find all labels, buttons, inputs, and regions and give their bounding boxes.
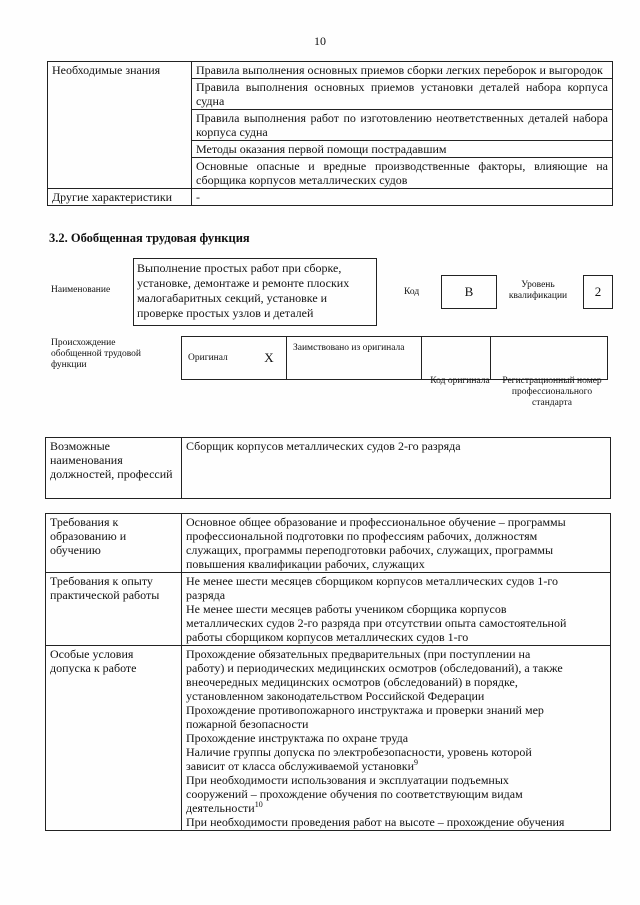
education-line: профессиональной подготовки по профессиям рабочих, должностям	[186, 529, 538, 543]
special-line: деятельности	[186, 801, 255, 815]
experience-line: работы сборщиком корпусов металлических судов 1-го	[186, 630, 469, 644]
education-line: повышения квалификации рабочих, служащих	[186, 557, 425, 571]
education-label: Требования к образованию и обучению	[46, 514, 182, 573]
special-line: сооружений – прохождение обучения по соответствующим видам	[186, 787, 523, 801]
special-line-with-footnote	[186, 801, 606, 815]
requirements-table	[45, 513, 611, 831]
original-code-caption: Код оригинала	[430, 376, 490, 386]
possible-names-label: Возможные наименования должностей, профессий	[46, 438, 182, 499]
function-code-label: Код	[404, 287, 420, 297]
knowledge-table	[47, 61, 613, 206]
education-value	[182, 514, 611, 573]
borrowed-label: Заимствовано из оригинала	[287, 337, 422, 380]
original-code-cell	[422, 337, 491, 380]
experience-line: разряда	[186, 588, 226, 602]
education-line: Основное общее образование и профессиональное обучение – программы	[186, 515, 566, 529]
footnote-marker: 9	[414, 758, 419, 767]
knowledge-item: Методы оказания первой помощи пострадавшим	[192, 141, 613, 158]
special-line: Прохождение инструктажа по охране труда	[186, 731, 409, 745]
other-characteristics-value: -	[192, 189, 613, 206]
special-line: Наличие группы допуска по электробезопасности, уровень которой	[186, 745, 532, 759]
special-line: При необходимости использования и эксплуатации подъемных	[186, 773, 509, 787]
qualification-level-label: Уровень квалификации	[508, 280, 568, 301]
knowledge-item: Правила выполнения основных приемов установки деталей набора корпуса судна	[192, 79, 613, 110]
page-number: 10	[314, 34, 326, 48]
origin-label: Происхождение обобщенной трудовой функции	[51, 338, 141, 370]
special-line-with-footnote	[186, 759, 606, 773]
original-label: Оригинал	[182, 337, 253, 380]
experience-line: Не менее шести месяцев работы учеником сборщика корпусов	[186, 602, 507, 616]
special-line: Прохождение противопожарного инструктажа и проверки знаний мер	[186, 703, 544, 717]
experience-value	[182, 573, 611, 646]
special-conditions-label: Особые условия допуска к работе	[46, 646, 182, 831]
function-name-value: Выполнение простых работ при сборке, установке, демонтаже и ремонте плоских малогабаритных секций, установке и проверке простых узлов и деталей	[133, 258, 377, 326]
other-characteristics-label: Другие характеристики	[48, 189, 192, 206]
knowledge-item: Правила выполнения работ по изготовлению неответственных деталей набора корпуса судна	[192, 110, 613, 141]
special-line: При необходимости проведения работ на высоте – прохождение обучения	[186, 815, 565, 829]
experience-label: Требования к опыту практической работы	[46, 573, 182, 646]
function-code-value: В	[441, 275, 497, 309]
origin-table	[181, 336, 608, 380]
qualification-level-value: 2	[583, 275, 613, 309]
special-line: пожарной безопасности	[186, 717, 309, 731]
special-conditions-value	[182, 646, 611, 831]
special-line: Прохождение обязательных предварительных (при поступлении на	[186, 647, 531, 661]
special-line: работу) и периодических медицинских осмотров (обследований), а также	[186, 661, 563, 675]
knowledge-item: Правила выполнения основных приемов сборки легких переборок и выгородок	[192, 62, 613, 79]
registration-number-caption: Регистрационный номер профессионального стандарта	[502, 376, 602, 408]
knowledge-label: Необходимые знания	[48, 62, 192, 189]
registration-number-cell	[491, 337, 608, 380]
footnote-marker: 10	[254, 800, 263, 809]
function-name-label: Наименование	[51, 285, 111, 295]
possible-names-table	[45, 437, 611, 499]
section-heading: 3.2. Обобщенная трудовая функция	[49, 231, 250, 245]
experience-line: Не менее шести месяцев сборщиком корпусов металлических судов 1-го	[186, 574, 558, 588]
special-line: внеочередных медицинских осмотров (обследований) в порядке,	[186, 675, 518, 689]
possible-names-value: Сборщик корпусов металлических судов 2-го разряда	[182, 438, 611, 499]
education-line: служащих, программы переподготовки рабочих, служащих, программы	[186, 543, 554, 557]
special-line: установленном законодательством Российской Федерации	[186, 689, 485, 703]
experience-line: металлических судов 2-го разряда при отсутствии опыта самостоятельной	[186, 616, 567, 630]
original-mark: X	[252, 337, 287, 380]
special-line: зависит от класса обслуживаемой установки	[186, 759, 415, 773]
knowledge-item: Основные опасные и вредные производственные факторы, влияющие на сборщика корпусов металлических судов	[192, 158, 613, 189]
